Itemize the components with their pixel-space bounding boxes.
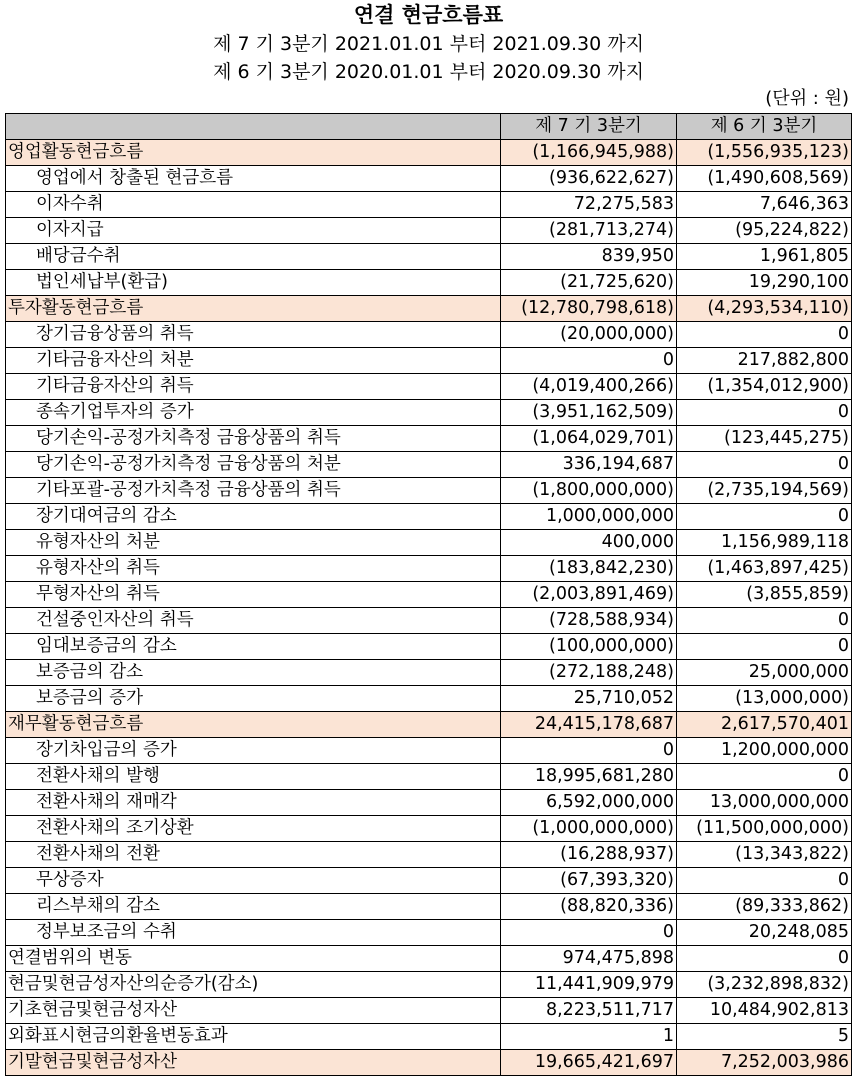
row-value-prior: 0 xyxy=(677,946,852,972)
row-value-current: (936,622,627) xyxy=(501,166,677,192)
row-value-prior: 20,248,085 xyxy=(677,920,852,946)
row-value-current: (1,064,029,701) xyxy=(501,426,677,452)
row-label: 유형자산의 처분 xyxy=(6,530,501,556)
row-value-current: 400,000 xyxy=(501,530,677,556)
row-label: 재무활동현금흐름 xyxy=(6,712,501,738)
row-value-current: 0 xyxy=(501,920,677,946)
row-value-current: (21,725,620) xyxy=(501,270,677,296)
row-value-current: (67,393,320) xyxy=(501,868,677,894)
table-row xyxy=(6,582,852,608)
column-header-label xyxy=(6,114,501,140)
row-value-current: (12,780,798,618) xyxy=(501,296,677,322)
row-label: 기초현금및현금성자산 xyxy=(6,998,501,1024)
row-value-current: (100,000,000) xyxy=(501,634,677,660)
row-label: 영업활동현금흐름 xyxy=(6,140,501,166)
row-value-prior: 2,617,570,401 xyxy=(677,712,852,738)
row-value-prior: 217,882,800 xyxy=(677,348,852,374)
table-row xyxy=(6,426,852,452)
row-label: 전환사채의 조기상환 xyxy=(6,816,501,842)
row-value-current: (20,000,000) xyxy=(501,322,677,348)
row-label: 보증금의 감소 xyxy=(6,660,501,686)
table-row xyxy=(6,374,852,400)
row-label: 이자지급 xyxy=(6,218,501,244)
row-label: 법인세납부(환급) xyxy=(6,270,501,296)
table-row xyxy=(6,816,852,842)
row-label: 연결범위의 변동 xyxy=(6,946,501,972)
row-label: 보증금의 증가 xyxy=(6,686,501,712)
row-value-current: (272,188,248) xyxy=(501,660,677,686)
table-row xyxy=(6,894,852,920)
row-value-current: 72,275,583 xyxy=(501,192,677,218)
row-value-current: 19,665,421,697 xyxy=(501,1050,677,1076)
table-row xyxy=(6,270,852,296)
row-value-prior: (89,333,862) xyxy=(677,894,852,920)
row-value-prior: 0 xyxy=(677,634,852,660)
row-label: 장기차입금의 증가 xyxy=(6,738,501,764)
row-label: 기타금융자산의 처분 xyxy=(6,348,501,374)
row-label: 정부보조금의 수취 xyxy=(6,920,501,946)
row-value-prior: 7,646,363 xyxy=(677,192,852,218)
table-row xyxy=(6,478,852,504)
cash-flow-table xyxy=(5,113,852,1076)
row-label: 건설중인자산의 취득 xyxy=(6,608,501,634)
row-label: 무형자산의 취득 xyxy=(6,582,501,608)
row-label: 기말현금및현금성자산 xyxy=(6,1050,501,1076)
statement-title: 연결 현금흐름표 xyxy=(353,3,504,27)
table-body xyxy=(6,140,852,1076)
table-row xyxy=(6,790,852,816)
row-value-current: (1,166,945,988) xyxy=(501,140,677,166)
row-value-prior: 0 xyxy=(677,608,852,634)
row-value-current: 24,415,178,687 xyxy=(501,712,677,738)
row-label: 기타금융자산의 취득 xyxy=(6,374,501,400)
row-label: 전환사채의 전환 xyxy=(6,842,501,868)
row-value-prior: 19,290,100 xyxy=(677,270,852,296)
row-value-current: 1,000,000,000 xyxy=(501,504,677,530)
row-value-current: (728,588,934) xyxy=(501,608,677,634)
column-header-prior: 제 6 기 3분기 xyxy=(677,114,852,140)
table-row xyxy=(6,530,852,556)
table-row xyxy=(6,296,852,322)
table-row xyxy=(6,842,852,868)
row-value-current: (1,800,000,000) xyxy=(501,478,677,504)
row-value-prior: 1,961,805 xyxy=(677,244,852,270)
row-value-current: (1,000,000,000) xyxy=(501,816,677,842)
period-prior: 제 6 기 3분기 2020.01.01 부터 2020.09.30 까지 xyxy=(213,61,644,83)
row-label: 당기손익-공정가치측정 금융상품의 처분 xyxy=(6,452,501,478)
table-row xyxy=(6,556,852,582)
row-value-prior: (4,293,534,110) xyxy=(677,296,852,322)
row-label: 유형자산의 취득 xyxy=(6,556,501,582)
table-row xyxy=(6,322,852,348)
row-label: 외화표시현금의환율변동효과 xyxy=(6,1024,501,1050)
row-value-prior: 0 xyxy=(677,764,852,790)
row-value-prior: 0 xyxy=(677,504,852,530)
row-value-current: 336,194,687 xyxy=(501,452,677,478)
row-value-current: 8,223,511,717 xyxy=(501,998,677,1024)
table-header-row xyxy=(6,114,852,140)
table-row xyxy=(6,452,852,478)
row-value-prior: (3,855,859) xyxy=(677,582,852,608)
table-row xyxy=(6,972,852,998)
row-value-prior: 5 xyxy=(677,1024,852,1050)
row-label: 이자수취 xyxy=(6,192,501,218)
table-row xyxy=(6,868,852,894)
table-row xyxy=(6,166,852,192)
column-header-current: 제 7 기 3분기 xyxy=(501,114,677,140)
row-value-prior: (1,463,897,425) xyxy=(677,556,852,582)
table-row xyxy=(6,140,852,166)
table-row xyxy=(6,712,852,738)
row-value-current: (88,820,336) xyxy=(501,894,677,920)
row-value-prior: (11,500,000,000) xyxy=(677,816,852,842)
table-row xyxy=(6,1024,852,1050)
row-value-current: 25,710,052 xyxy=(501,686,677,712)
table-row xyxy=(6,244,852,270)
row-label: 무상증자 xyxy=(6,868,501,894)
row-value-current: 6,592,000,000 xyxy=(501,790,677,816)
row-value-prior: 1,200,000,000 xyxy=(677,738,852,764)
row-label: 임대보증금의 감소 xyxy=(6,634,501,660)
row-value-current: 0 xyxy=(501,348,677,374)
row-value-current: (3,951,162,509) xyxy=(501,400,677,426)
row-value-current: 974,475,898 xyxy=(501,946,677,972)
table-row xyxy=(6,738,852,764)
row-value-current: 839,950 xyxy=(501,244,677,270)
row-value-current: (281,713,274) xyxy=(501,218,677,244)
row-value-current: 11,441,909,979 xyxy=(501,972,677,998)
row-value-prior: 25,000,000 xyxy=(677,660,852,686)
row-value-prior: 1,156,989,118 xyxy=(677,530,852,556)
row-value-prior: (95,224,822) xyxy=(677,218,852,244)
row-value-prior: (13,000,000) xyxy=(677,686,852,712)
row-label: 투자활동현금흐름 xyxy=(6,296,501,322)
row-value-prior: 0 xyxy=(677,452,852,478)
period-current: 제 7 기 3분기 2021.01.01 부터 2021.09.30 까지 xyxy=(213,33,644,55)
row-value-prior: (3,232,898,832) xyxy=(677,972,852,998)
row-value-prior: (1,490,608,569) xyxy=(677,166,852,192)
table-row xyxy=(6,946,852,972)
table-row xyxy=(6,998,852,1024)
row-value-prior: 0 xyxy=(677,400,852,426)
row-value-prior: 0 xyxy=(677,868,852,894)
row-value-current: (4,019,400,266) xyxy=(501,374,677,400)
table-row xyxy=(6,686,852,712)
row-label: 리스부채의 감소 xyxy=(6,894,501,920)
unit-label: (단위 : 원) xyxy=(765,88,849,109)
table-row xyxy=(6,634,852,660)
row-label: 종속기업투자의 증가 xyxy=(6,400,501,426)
table-row xyxy=(6,920,852,946)
table-row xyxy=(6,608,852,634)
row-label: 당기손익-공정가치측정 금융상품의 취득 xyxy=(6,426,501,452)
table-row xyxy=(6,1050,852,1076)
table-row xyxy=(6,504,852,530)
row-label: 배당금수취 xyxy=(6,244,501,270)
table-row xyxy=(6,764,852,790)
row-label: 기타포괄-공정가치측정 금융상품의 취득 xyxy=(6,478,501,504)
row-label: 영업에서 창출된 현금흐름 xyxy=(6,166,501,192)
row-value-current: (16,288,937) xyxy=(501,842,677,868)
table-row xyxy=(6,660,852,686)
row-label: 전환사채의 발행 xyxy=(6,764,501,790)
row-value-current: (2,003,891,469) xyxy=(501,582,677,608)
row-value-current: 1 xyxy=(501,1024,677,1050)
row-label: 현금및현금성자산의순증가(감소) xyxy=(6,972,501,998)
row-value-prior: (1,354,012,900) xyxy=(677,374,852,400)
row-value-prior: 13,000,000,000 xyxy=(677,790,852,816)
row-value-current: (183,842,230) xyxy=(501,556,677,582)
row-value-current: 0 xyxy=(501,738,677,764)
table-row xyxy=(6,348,852,374)
row-value-prior: (123,445,275) xyxy=(677,426,852,452)
row-value-prior: (13,343,822) xyxy=(677,842,852,868)
row-label: 전환사채의 재매각 xyxy=(6,790,501,816)
table-row xyxy=(6,218,852,244)
row-label: 장기금융상품의 취득 xyxy=(6,322,501,348)
table-row xyxy=(6,400,852,426)
row-label: 장기대여금의 감소 xyxy=(6,504,501,530)
row-value-prior: (2,735,194,569) xyxy=(677,478,852,504)
row-value-prior: (1,556,935,123) xyxy=(677,140,852,166)
row-value-prior: 10,484,902,813 xyxy=(677,998,852,1024)
row-value-prior: 0 xyxy=(677,322,852,348)
row-value-current: 18,995,681,280 xyxy=(501,764,677,790)
table-row xyxy=(6,192,852,218)
row-value-prior: 7,252,003,986 xyxy=(677,1050,852,1076)
